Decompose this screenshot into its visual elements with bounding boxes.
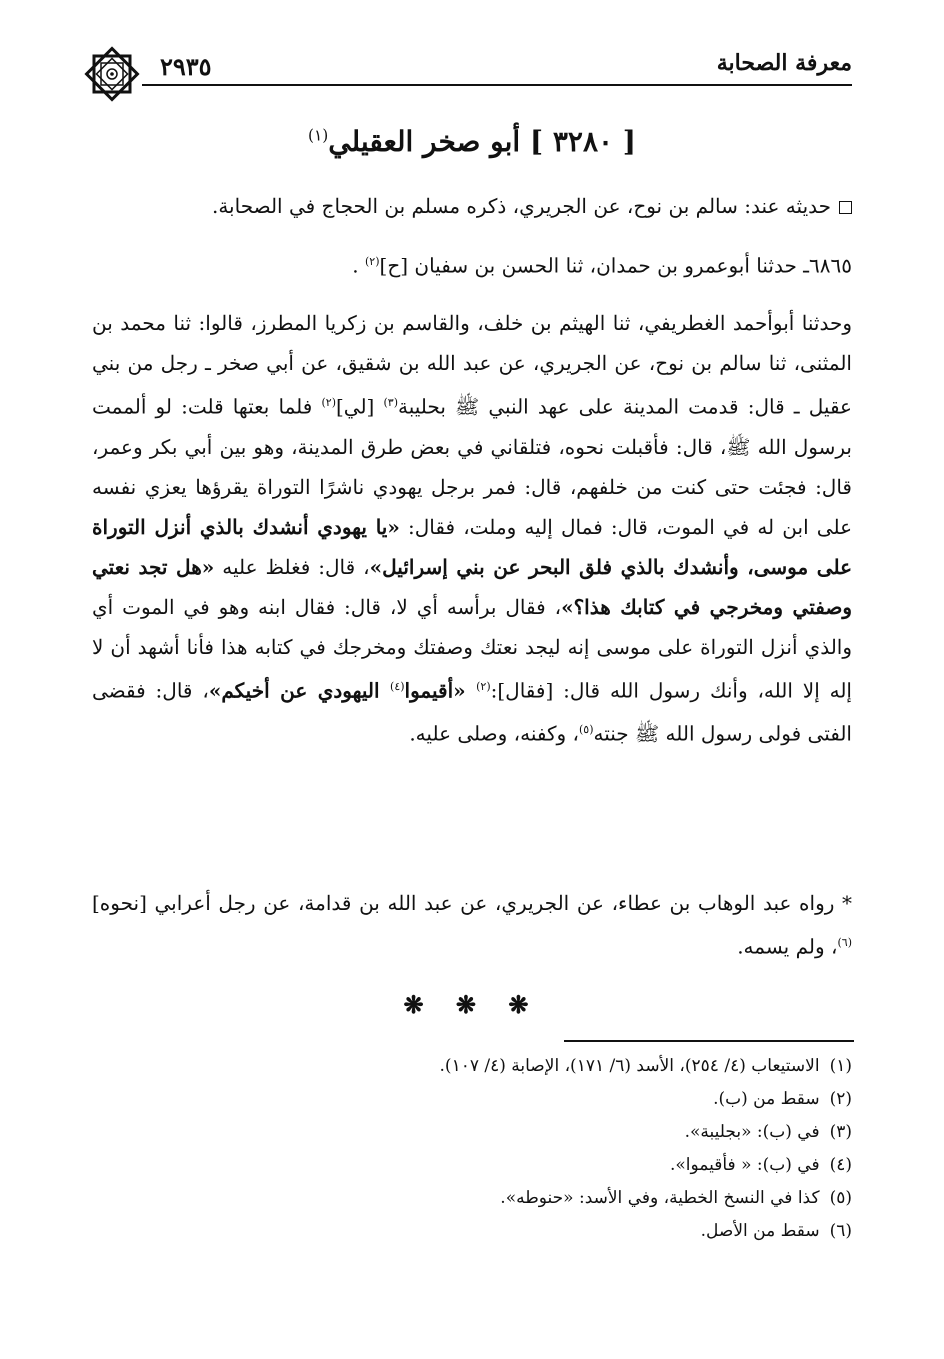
prophet-quote: «هل تجد نعتي وصفتي ومخرجي في كتابك هذا؟» [92, 554, 853, 619]
prophet-quote: اليهودي عن أخيكم» [208, 678, 391, 703]
body-text: وحدثنا أبوأحمد الغطريفي، ثنا الهيثم بن خلف، والقاسم بن زكريا المطرز، قالوا: ثنا محمد بن المثنى، ثنا سالم بن نوح، عن الجريري، عن عبد الله بن شقيق، عن أبي صخر ـ رجل من بني عقيل ـ قال: قدمت المدينة على عهد النبي ﷺ بحليبة [92, 311, 852, 419]
footnote-ref: (٥) [578, 723, 594, 737]
intro-text: حديثه عند: سالم بن نوح، عن الجريري، ذكره مسلم بن الحجاج في الصحابة. [211, 194, 831, 218]
body-text: ، قال: فغلظ عليه [214, 554, 370, 579]
footnote-number: (٣) [829, 1122, 852, 1142]
narration-paragraph [92, 883, 852, 967]
hadith-text: ٦٨٦٥ـ حدثنا أبوعمرو بن حمدان، ثنا الحسن بن سفيان [ح] [379, 253, 852, 278]
header-rule [142, 84, 852, 86]
narration-tail: ، ولم يسمه. [737, 934, 838, 959]
entry-heading [92, 125, 852, 158]
footnotes-list [92, 1050, 852, 1248]
body-text: ، فقال برأسه أي لا، قال: فقال ابنه وهو في الموت أي والذي أنزل التوراة على موسى إنه ليجد نعتك وصفتك ومخرجك في كتابه هذا فأنا أشهد أن لا إله إلا الله، وأنك رسول الله قال: [فقال]: [92, 594, 852, 703]
footnote-ref: (٣) [383, 396, 399, 409]
footnote-rule [564, 1040, 854, 1042]
footnote-text: سقط من (ب). [713, 1089, 820, 1109]
entry-number: [ ٣٢٨٠ ] [529, 125, 637, 158]
footnote-ref: (٢) [476, 679, 491, 693]
prophet-quote: «يا يهودي أنشدك بالذي أنزل التوراة على موسى، وأنشدك بالذي فلق البحر عن بني إسرائيل» [92, 514, 853, 579]
footnote-text: في (ب): « فأقيموا». [669, 1155, 820, 1175]
footnote-text: في (ب): «بجليبة». [684, 1122, 820, 1142]
footnote-ref: (٦) [837, 936, 852, 949]
footnote-item [92, 1182, 852, 1215]
hadith-number-line [92, 242, 852, 286]
body-text: [لي] [335, 394, 384, 419]
footnote-ref: (٤) [390, 679, 405, 693]
intro-paragraph [92, 186, 852, 226]
footnote-number: (٤) [829, 1155, 852, 1175]
hadith-tail: . [352, 253, 365, 278]
footnote-item [92, 1050, 852, 1083]
main-paragraph [92, 303, 852, 754]
body-text: ، قال: فقضى الفتى فولى رسول الله ﷺ جنته [92, 678, 852, 746]
footnote-number: (٢) [829, 1089, 852, 1109]
prophet-quote: «أقيموا [404, 678, 477, 703]
footnote-item [92, 1149, 852, 1182]
footnote-ref: (٢) [321, 396, 336, 409]
footnote-number: (٦) [829, 1221, 852, 1241]
body-text: فلما بعتها قلت: لو ألممت برسول الله ﷺ، قال: فأقبلت نحوه، فتلقاني في بعض طرق المدينة، وهو بين أبي بكر وعمر، قال: فجئت حتى كنت من خلفهم، قال: فمر برجل يهودي ناشرًا التوراة يقرؤها يعزي نفسه على ابن له في الموت، قال: فمال إليه وملت، فقال: [92, 394, 853, 539]
footnote-text: سقط من الأصل. [700, 1221, 820, 1241]
section-separator: ❋ ❋ ❋ [403, 990, 541, 1019]
square-bullet-icon [839, 201, 852, 214]
narration-text: * رواه عبد الوهاب بن عطاء، عن الجريري، عن عبد الله بن قدامة، عن رجل أعرابي [نحوه] [92, 891, 852, 915]
star-ornament-icon [82, 44, 142, 104]
page-number: ٢٩٣٥ [160, 52, 212, 81]
body-text: ، وكفنه، وصلى عليه. [409, 721, 579, 746]
footnote-text: الاستيعاب (٤/ ٢٥٤)، الأسد (٦/ ١٧١)، الإصابة (٤/ ١٠٧). [439, 1056, 820, 1076]
footnote-number: (٥) [829, 1188, 852, 1208]
footnote-number: (١) [829, 1056, 852, 1076]
book-title: معرفة الصحابة [716, 50, 852, 76]
entry-name: أبو صخر العقيلي [328, 125, 521, 158]
footnote-item [92, 1215, 852, 1248]
footnote-ref: (٢) [365, 255, 380, 268]
footnote-ref: (١) [307, 126, 329, 145]
footnote-item [92, 1116, 852, 1149]
footnote-text: كذا في النسخ الخطية، وفي الأسد: «حنوطه». [500, 1188, 820, 1208]
running-head [82, 44, 852, 84]
footnote-item [92, 1083, 852, 1116]
